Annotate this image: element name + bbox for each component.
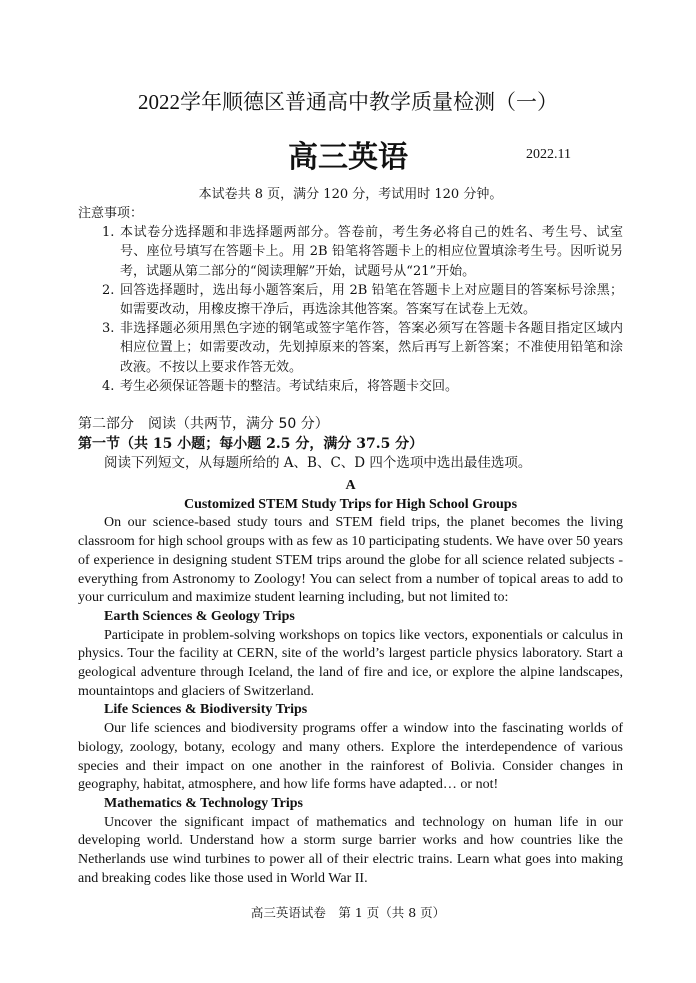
passage-a [78, 477, 623, 888]
note-text: 本试卷分选择题和非选择题两部分。答卷前，考生务必将自己的姓名、考生号、试室号、座位号填写在答题卡上。用 2B 铅笔将答题卡上的相应位置填涂考生号。因听说另考，试题从第二部分的“阅读理解”开始，试题号从“21”开始。 [120, 225, 623, 279]
section-heading: Earth Sciences & Geology Trips [104, 608, 295, 624]
note-number: 2. [102, 282, 115, 298]
section-text: Uncover the significant impact of mathematics and technology on human life in our developing world. Understand how a storm surge barrier works and how countries like the Netherlands use wind turbines to power all of their electric trains. Learn what goes into making and breaking codes like those used in World War II. [78, 814, 623, 886]
note-item [78, 319, 623, 377]
notes-heading: 注意事项： [78, 206, 144, 221]
note-item [78, 223, 623, 281]
section-text: Our life sciences and biodiversity programs offer a window into the fascinating worlds of biology, zoology, botany, ecology and many others. Explore the interdependence of various species and their impact on one another in the rainforest of Bolivia. Consider changes in geography, habitat, atmosphere, and how life forms have adapted… or not! [78, 721, 623, 793]
subject-title: 高三英语 [288, 140, 408, 175]
note-number: 3. [102, 321, 115, 337]
exam-date: 2022.11 [526, 147, 571, 162]
note-item [78, 377, 623, 396]
part-title: 第二部分 阅读（共两节，满分 50 分） [78, 416, 329, 432]
passage-letter: A [345, 478, 356, 493]
exam-intro: 本试卷共 8 页，满分 120 分，考试用时 120 分钟。 [198, 187, 503, 202]
note-number: 4. [102, 378, 115, 394]
section-heading: Mathematics & Technology Trips [104, 795, 303, 811]
note-text: 回答选择题时，选出每小题答案后，用 2B 铅笔在答题卡上对应题目的答案标号涂黑；如需要改动，用橡皮擦干净后，再选涂其他答案。答案写在试卷上无效。 [120, 282, 623, 318]
section-title: 第一节（共 15 小题；每小题 2.5 分，满分 37.5 分） [78, 435, 424, 452]
section-heading: Life Sciences & Biodiversity Trips [104, 702, 308, 718]
passage-intro: On our science-based study tours and STEM field trips, the planet becomes the living classroom for high school groups with as few as 10 participating students. We have over 50 years of experience in designing student STEM trips around the globe for all science related subjects - everything from Astronomy to Zoology! You can select from a number of topical areas to add to your curriculum and maximize student learning including, but not limited to: [78, 515, 623, 606]
section-instruction: 阅读下列短文，从每题所给的 A、B、C、D 四个选项中选出最佳选项。 [104, 455, 532, 471]
passage-title: Customized STEM Study Trips for High School Groups [183, 496, 518, 512]
note-text: 非选择题必须用黑色字迹的钢笔或签字笔作答，答案必须写在答题卡各题目指定区域内相应位置上；如需要改动，先划掉原来的答案，然后再写上新答案；不准使用铅笔和涂改液。不按以上要求作答无效。 [120, 321, 623, 375]
notes-section [78, 204, 623, 396]
exam-title: 2022学年顺德区普通高中教学质量检测（一） [138, 90, 558, 114]
page-footer: 高三英语试卷 第 1 页（共 8 页） [250, 905, 446, 920]
note-item [78, 281, 623, 319]
note-number: 1. [102, 225, 115, 241]
section-text: Participate in problem-solving workshops on topics like vectors, exponentials or calculus in physics. Tour the facility at CERN, site of the world’s largest particle physics laboratory. Start a geological adventure through Iceland, the land of fire and ice, or explore the alpine landscapes, mountaintops and glaciers of Switzerland. [78, 627, 623, 699]
reading-part [78, 415, 623, 474]
note-text: 考生必须保证答题卡的整洁。考试结束后，将答题卡交回。 [120, 378, 459, 394]
